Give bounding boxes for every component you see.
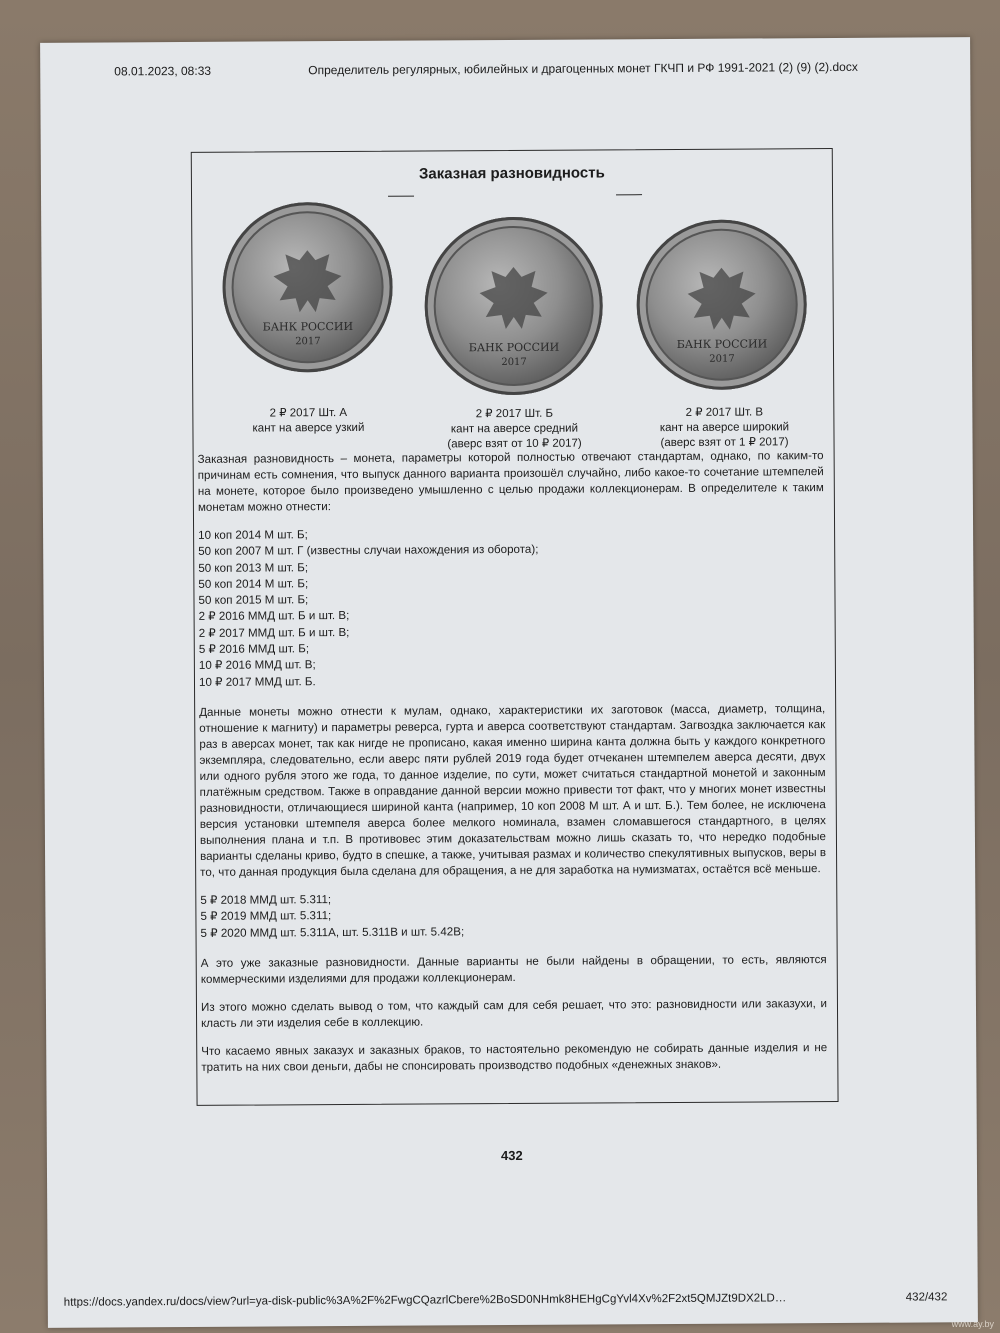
paper-sheet: [40, 37, 978, 1328]
document-title: Определитель регулярных, юбилейных и драгоценных монет ГКЧП и РФ 1991-2021 (2) (9) (2).docx: [308, 59, 858, 78]
coin-legend: БАНК РОССИИ: [468, 340, 560, 355]
list-item: 5 ₽ 2019 ММД шт. 5.311;: [200, 909, 332, 924]
custom-variety-paragraph: А это уже заказные разновидности. Данные варианты не были найдены в обращении, то есть, являются коммерческими изделиями для продажи коллекционерам.: [200, 952, 827, 986]
coin-list-1: [198, 524, 825, 691]
list-item: 50 коп 2014 М шт. Б;: [198, 577, 309, 591]
intro-paragraph: Заказная разновидность – монета, параметры которой полностью отвечают стандартам, однако, по каким-то причинам есть сомнения, что выпуск данного варианта произошёл случайно, либо какое-то сочетание штемпелей на монете, которое было произведено умышленно с целью продажи коллекционерам. В определителе к таким монетам можно отнести:: [197, 449, 824, 514]
list-item: 50 коп 2015 М шт. Б;: [198, 593, 309, 608]
coin-caption-line1: 2 ₽ 2017 Шт. Б: [475, 407, 554, 421]
coin-caption-line3: (аверс взят от 1 ₽ 2017): [660, 436, 789, 450]
coin-caption-line1: 2 ₽ 2017 Шт. В: [685, 406, 764, 419]
conclusion-paragraph: Из этого можно сделать вывод о том, что каждый сам для себя решает, что это: разновидности или заказухи, и класть ли эти изделия себе в коллекцию.: [200, 996, 828, 1030]
coin-emblem-icon: [222, 202, 393, 373]
coin-year: 2017: [295, 336, 321, 348]
footer-page-count: 432/432: [905, 1291, 948, 1304]
list-item: 10 коп 2014 М шт. Б;: [198, 528, 308, 542]
coin-emblem-icon: [636, 219, 807, 390]
page-number: 432: [500, 1147, 523, 1164]
list-item: 5 ₽ 2018 ММД шт. 5.311;: [200, 893, 332, 907]
body-text: [194, 448, 834, 1088]
print-datetime: 08.01.2023, 08:33: [114, 63, 212, 79]
footer-url: https://docs.yandex.ru/docs/view?url=ya-disk-public%3A%2F%2FwgCQazrlCbere%2BoSD0NHmk8HEHgCgYvl4Xv%2F2xt5QMJZt9DX2LD…: [63, 1292, 787, 1309]
mule-paragraph: Данные монеты можно отнести к мулам, однако, характеристики их заготовок (масса, диаметр, толщина, отношение к магниту) и параметры реверса, гурта и аверса соответствуют стандартам. Загвоздка заключается как раз в аверсах монет, так как нигде не прописано, какая именно ширина канта должна быть у каждого конкретного экземпляра, следовательно, если аверс пяти рублей 2019 года будет отчеканен штемпелем аверса десяти, двух или одного рубля этого же года, то данное изделие, по сути, может считаться стандартной монетой и законным платёжным средством. Также в оправдание данной версии можно привести тот факт, что у многих монет известны разновидности, отличающиеся шириной канта (например, 10 коп 2008 М шт. А и шт. Б.). Тем более, не исключена версия установки штемпеля аверса более мелкого номинала, взамен сломавшегося стандартного, в целях выполнения плана и т.п. В противовес этим доказательствам можно лишь сказать то, что нередко подобные варианты сделаны криво, будто в спешке, а также, учитывая размах и количество спекулятивных выпусков, веры в то, что данная продукция была сделана для обращения, а не для заработка на нумизматах, остаётся всё меньше.: [199, 702, 827, 879]
recommendation-paragraph: Что касаемо явных заказух и заказных браков, то настоятельно рекомендую не собирать данные изделия и не тратить на них свои деньги, дабы не спонсировать производство подобных «денежных знаков».: [201, 1040, 828, 1074]
list-item: 5 ₽ 2016 ММД шт. Б;: [198, 642, 310, 656]
coin-caption-a: [203, 406, 413, 437]
coin-caption-c: [619, 405, 829, 451]
list-item: 2 ₽ 2017 ММД шт. Б и шт. В;: [198, 625, 350, 640]
section-title: Заказная разновидность: [418, 164, 605, 183]
coin-caption-line2: кант на аверсе широкий: [659, 421, 790, 435]
coin-image-c: [636, 219, 807, 390]
coin-caption-b: [409, 406, 619, 452]
coin-legend: БАНК РОССИИ: [262, 319, 354, 334]
coin-image-a: [222, 202, 393, 373]
page-content-frame: [191, 148, 839, 1106]
list-item: 10 ₽ 2017 ММД шт. Б.: [198, 674, 316, 689]
coin-caption-line2: кант на аверсе узкий: [252, 421, 365, 435]
title-left-mark: [388, 196, 414, 197]
list-item: 50 коп 2013 М шт. Б;: [198, 560, 309, 575]
coin-year: 2017: [501, 356, 527, 369]
coin-caption-line3: (аверс взят от 10 ₽ 2017): [447, 437, 582, 451]
site-watermark: www.ay.by: [951, 1319, 994, 1329]
list-item: 2 ₽ 2016 ММД шт. Б и шт. В;: [198, 609, 350, 624]
coin-image-b: [424, 216, 603, 395]
list-item: 50 коп 2007 М шт. Г (известны случаи нахождения из оборота);: [198, 543, 539, 559]
coin-emblem-icon: [424, 216, 603, 395]
title-right-mark: [616, 194, 642, 195]
list-item: 5 ₽ 2020 ММД шт. 5.311А, шт. 5.311В и шт. 5.42В;: [200, 924, 465, 940]
list-item: 10 ₽ 2016 ММД шт. В;: [198, 658, 316, 673]
coin-year: 2017: [709, 353, 735, 365]
coin-caption-line1: 2 ₽ 2017 Шт. А: [269, 406, 348, 420]
coin-caption-line2: кант на аверсе средний: [450, 422, 579, 436]
coin-legend: БАНК РОССИИ: [676, 337, 768, 351]
coin-list-2: [200, 889, 826, 942]
